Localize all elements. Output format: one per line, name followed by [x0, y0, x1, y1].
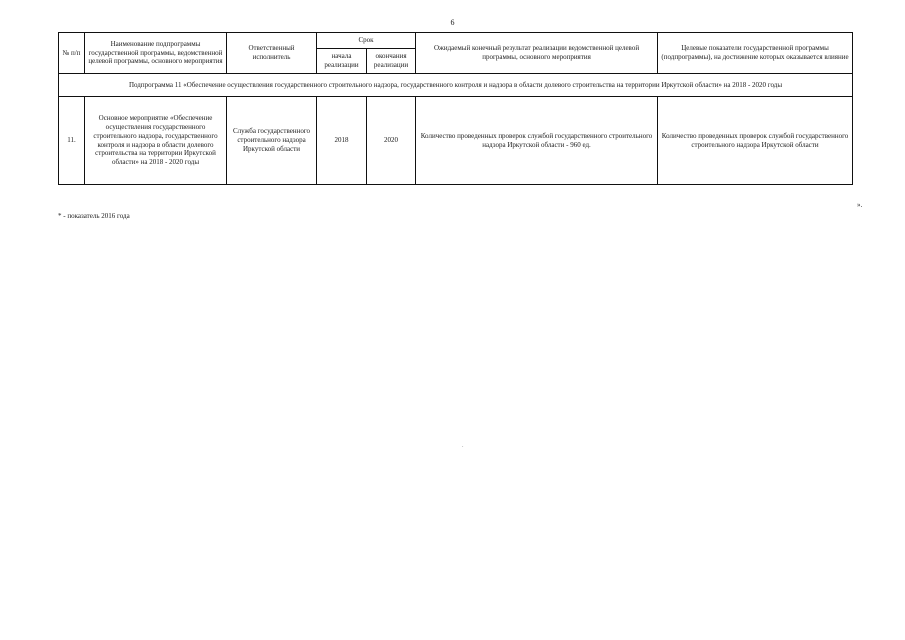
header-result: Ожидаемый конечный результат реализации ведомственной целевой программы, основного мероприятия — [416, 33, 658, 74]
header-term: Срок — [317, 33, 416, 49]
table-header-row — [59, 33, 853, 49]
row-end: 2020 — [367, 97, 416, 185]
header-indicators: Целевые показатели государственной программы (подпрограммы), на достижение которых оказывается влияние — [658, 33, 853, 74]
table-row — [59, 97, 853, 185]
row-indicators: Количество проведенных проверок службой государственного строительного надзора Иркутской области — [658, 97, 853, 185]
program-table — [58, 32, 853, 185]
page-number: 6 — [450, 18, 455, 27]
row-name: Основное мероприятие «Обеспечение осуществления государственного строительного надзора, государственного контроля и надзора в области долевого строительства на территории Иркутской области» на 2018 - 2020 годы — [85, 97, 227, 185]
closing-quote-mark: ». — [857, 201, 863, 209]
row-result: Количество проведенных проверок службой государственного строительного надзора Иркутской области - 960 ед. — [416, 97, 658, 185]
header-responsible: Ответственный исполнитель — [227, 33, 317, 74]
row-num: 11. — [59, 97, 85, 185]
header-num: № п/п — [59, 33, 85, 74]
program-title: Подпрограмма 11 «Обеспечение осуществления государственного строительного надзора, государственного контроля и надзора в области долевого строительства на территории Иркутской области» на 2018 - 2020 годы — [59, 74, 853, 97]
header-term-end: окончания реализации — [367, 49, 416, 74]
program-title-row — [59, 74, 853, 97]
header-term-start: начала реализации — [317, 49, 367, 74]
footnote: * - показатель 2016 года — [58, 212, 130, 220]
header-name: Наименование подпрограммы государственной программы, ведомственной целевой программы, основного мероприятия — [85, 33, 227, 74]
row-start: 2018 — [317, 97, 367, 185]
row-responsible: Служба государственного строительного надзора Иркутской области — [227, 97, 317, 185]
scan-speck: . — [462, 443, 464, 449]
